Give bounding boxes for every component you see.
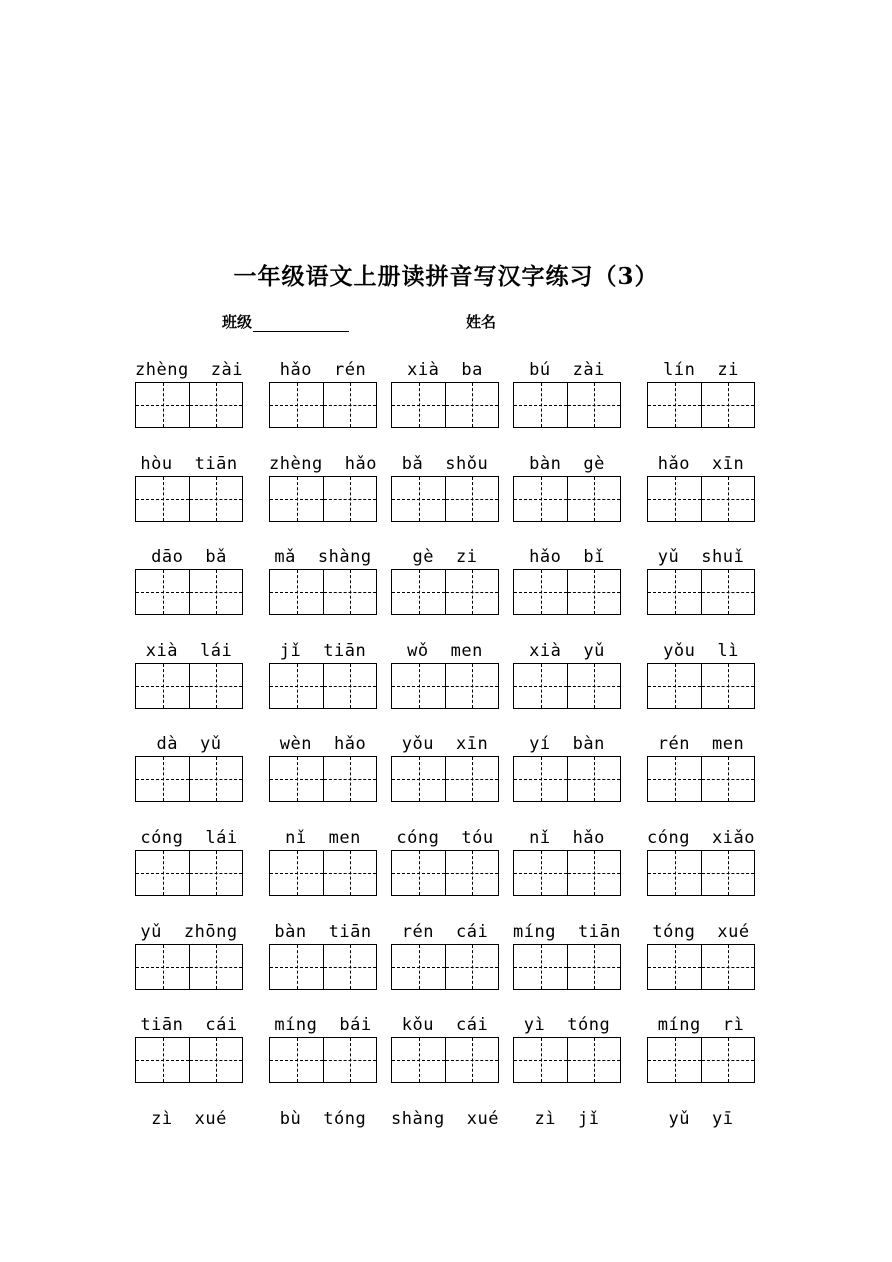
pinyin-syllable: shǒu [445, 453, 489, 474]
pinyin-label [635, 828, 767, 848]
writing-cell[interactable] [514, 1038, 567, 1082]
writing-cell[interactable] [392, 570, 445, 614]
writing-cell[interactable] [136, 945, 189, 989]
pinyin-syllable: xīn [456, 734, 489, 755]
writing-cell[interactable] [567, 570, 620, 614]
writing-cell[interactable] [701, 945, 754, 989]
writing-cell[interactable] [392, 1038, 445, 1082]
writing-cell[interactable] [701, 570, 754, 614]
pinyin-syllable: zài [572, 360, 605, 380]
writing-cell[interactable] [392, 757, 445, 801]
writing-boxes [391, 382, 499, 428]
pinyin-label [379, 547, 511, 567]
writing-boxes [647, 569, 755, 615]
writing-cell[interactable] [701, 757, 754, 801]
writing-cell[interactable] [323, 383, 376, 427]
pinyin-syllable: lì [717, 640, 739, 661]
pinyin-syllable: tóng [567, 1015, 611, 1036]
pinyin-syllable: shàng [317, 547, 372, 568]
pinyin-syllable: rì [722, 1015, 745, 1036]
pinyin-label [257, 360, 389, 380]
writing-cell[interactable] [136, 664, 189, 708]
writing-boxes [647, 1037, 755, 1083]
writing-cell[interactable] [270, 1038, 323, 1082]
pinyin-syllable: yǒu [401, 734, 434, 755]
pinyin-syllable: yí [529, 734, 551, 755]
pinyin-syllable: xīn [712, 453, 745, 474]
pinyin-syllable: men [450, 640, 483, 661]
pinyin-syllable: míng [274, 1015, 318, 1036]
writing-cell[interactable] [392, 664, 445, 708]
writing-boxes [391, 569, 499, 615]
writing-cell[interactable] [136, 1038, 189, 1082]
pinyin-syllable: zi [717, 360, 739, 380]
writing-boxes [391, 944, 499, 990]
pinyin-syllable: xué [717, 921, 750, 942]
pinyin-label [123, 828, 255, 848]
pinyin-syllable: xià [145, 640, 178, 661]
pinyin-syllable: ba [461, 360, 483, 380]
writing-cell[interactable] [270, 851, 323, 895]
writing-cell[interactable] [189, 477, 242, 521]
writing-cell[interactable] [270, 664, 323, 708]
writing-cell[interactable] [136, 477, 189, 521]
writing-cell[interactable] [445, 664, 498, 708]
writing-boxes [269, 663, 377, 709]
pinyin-syllable: tiān [323, 640, 367, 661]
writing-cell[interactable] [189, 945, 242, 989]
pinyin-syllable: bàn [274, 921, 307, 942]
pinyin-syllable: tiān [328, 921, 372, 942]
pinyin-label [379, 922, 511, 942]
writing-cell[interactable] [701, 477, 754, 521]
writing-cell[interactable] [514, 664, 567, 708]
writing-boxes [391, 663, 499, 709]
pinyin-label [635, 360, 767, 380]
pinyin-syllable: tiān [578, 921, 621, 942]
writing-boxes [269, 756, 377, 802]
pinyin-label [123, 454, 255, 474]
pinyin-syllable: men [328, 828, 361, 848]
pinyin-syllable: bǐ [583, 547, 605, 568]
writing-cell[interactable] [323, 664, 376, 708]
pinyin-label [123, 1109, 255, 1129]
pinyin-label [123, 734, 255, 754]
pinyin-syllable: bàn [529, 453, 562, 474]
writing-cell[interactable] [567, 1038, 620, 1082]
writing-cell[interactable] [445, 383, 498, 427]
pinyin-syllable: yǔ [140, 921, 162, 942]
writing-boxes [135, 944, 243, 990]
writing-cell[interactable] [514, 383, 567, 427]
pinyin-syllable: cái [456, 1015, 489, 1036]
writing-cell[interactable] [392, 851, 445, 895]
pinyin-syllable: kǒu [401, 1015, 434, 1036]
pinyin-syllable: rén [334, 360, 367, 380]
writing-cell[interactable] [514, 570, 567, 614]
writing-cell[interactable] [189, 570, 242, 614]
writing-cell[interactable] [270, 945, 323, 989]
writing-cell[interactable] [189, 383, 242, 427]
pinyin-syllable: gè [412, 547, 434, 568]
writing-cell[interactable] [270, 477, 323, 521]
pinyin-syllable: yǔ [657, 547, 680, 568]
writing-cell[interactable] [514, 757, 567, 801]
writing-boxes [391, 756, 499, 802]
pinyin-label [635, 454, 767, 474]
pinyin-label [501, 1109, 633, 1129]
writing-boxes [135, 1037, 243, 1083]
class-field [222, 311, 349, 332]
writing-cell[interactable] [567, 851, 620, 895]
pinyin-label [379, 454, 511, 474]
writing-cell[interactable] [323, 477, 376, 521]
writing-boxes [135, 569, 243, 615]
writing-cell[interactable] [648, 570, 701, 614]
writing-cell[interactable] [323, 570, 376, 614]
writing-cell[interactable] [514, 477, 567, 521]
pinyin-syllable: cóng [647, 828, 690, 848]
pinyin-syllable: zài [210, 360, 243, 380]
pinyin-label [379, 360, 511, 380]
pinyin-label [257, 1109, 389, 1129]
pinyin-label [123, 641, 255, 661]
pinyin-syllable: xué [466, 1108, 499, 1129]
writing-cell[interactable] [514, 851, 567, 895]
pinyin-label [501, 828, 633, 848]
writing-cell[interactable] [701, 664, 754, 708]
writing-boxes [513, 476, 621, 522]
writing-cell[interactable] [648, 1038, 701, 1082]
pinyin-label [501, 734, 633, 754]
pinyin-syllable: nǐ [285, 828, 307, 848]
pinyin-syllable: rén [657, 734, 690, 755]
pinyin-syllable: hǎo [529, 547, 562, 568]
writing-cell[interactable] [648, 945, 701, 989]
pinyin-label [635, 734, 767, 754]
pinyin-syllable: yī [712, 1108, 734, 1129]
writing-cell[interactable] [323, 945, 376, 989]
writing-cell[interactable] [136, 570, 189, 614]
name-label: 姓名 [466, 313, 497, 331]
writing-boxes [135, 850, 243, 896]
writing-boxes [513, 944, 621, 990]
writing-cell[interactable] [270, 757, 323, 801]
pinyin-syllable: cóng [396, 828, 440, 848]
writing-boxes [391, 850, 499, 896]
writing-cell[interactable] [701, 851, 754, 895]
writing-boxes [513, 663, 621, 709]
writing-cell[interactable] [445, 477, 498, 521]
pinyin-syllable: wèn [279, 734, 312, 755]
pinyin-syllable: mǎ [274, 547, 296, 568]
pinyin-syllable: bǎ [205, 547, 227, 568]
pinyin-label [123, 547, 255, 567]
writing-boxes [269, 382, 377, 428]
pinyin-label [257, 1015, 389, 1035]
writing-cell[interactable] [189, 664, 242, 708]
pinyin-syllable: hòu [140, 453, 173, 474]
writing-cell[interactable] [567, 383, 620, 427]
writing-cell[interactable] [136, 383, 189, 427]
pinyin-syllable: zhèng [135, 360, 189, 380]
writing-cell[interactable] [136, 757, 189, 801]
writing-cell[interactable] [136, 851, 189, 895]
pinyin-syllable: zi [456, 547, 478, 568]
writing-cell[interactable] [567, 664, 620, 708]
pinyin-label [379, 641, 511, 661]
pinyin-syllable: zhōng [183, 921, 238, 942]
pinyin-label [257, 734, 389, 754]
writing-boxes [647, 850, 755, 896]
writing-cell[interactable] [445, 851, 498, 895]
writing-cell[interactable] [648, 477, 701, 521]
pinyin-label [635, 641, 767, 661]
pinyin-label [635, 922, 767, 942]
writing-boxes [269, 944, 377, 990]
pinyin-label [501, 641, 633, 661]
writing-boxes [269, 1037, 377, 1083]
pinyin-syllable: bù [279, 1108, 302, 1129]
pinyin-syllable: gè [583, 453, 605, 474]
writing-boxes [135, 663, 243, 709]
pinyin-syllable: míng [513, 921, 556, 942]
pinyin-syllable: zì [534, 1108, 556, 1129]
writing-boxes [647, 756, 755, 802]
pinyin-syllable: yǔ [200, 734, 222, 755]
class-input-line[interactable] [253, 314, 349, 332]
pinyin-syllable: hǎo [657, 453, 690, 474]
writing-cell[interactable] [701, 383, 754, 427]
writing-boxes [269, 850, 377, 896]
writing-cell[interactable] [445, 1038, 498, 1082]
pinyin-syllable: zì [151, 1108, 173, 1129]
writing-cell[interactable] [189, 757, 242, 801]
pinyin-syllable: bú [529, 360, 551, 380]
pinyin-syllable: tóng [323, 1108, 367, 1129]
writing-cell[interactable] [648, 851, 701, 895]
writing-cell[interactable] [189, 851, 242, 895]
writing-boxes [647, 476, 755, 522]
pinyin-syllable: cái [205, 1015, 238, 1036]
writing-boxes [135, 382, 243, 428]
writing-boxes [647, 663, 755, 709]
pinyin-syllable: shàng [391, 1108, 445, 1129]
writing-boxes [513, 1037, 621, 1083]
writing-cell[interactable] [514, 945, 567, 989]
pinyin-syllable: lái [205, 828, 238, 848]
pinyin-syllable: men [712, 734, 745, 755]
pinyin-syllable: tóu [461, 828, 494, 848]
pinyin-syllable: jǐ [578, 1108, 600, 1129]
writing-cell[interactable] [567, 945, 620, 989]
pinyin-label [379, 1015, 511, 1035]
pinyin-label [501, 454, 633, 474]
writing-cell[interactable] [392, 477, 445, 521]
writing-cell[interactable] [323, 757, 376, 801]
pinyin-syllable: dà [156, 734, 178, 755]
class-label: 班级 [222, 313, 253, 331]
writing-cell[interactable] [392, 945, 445, 989]
pinyin-syllable: yǒu [663, 640, 696, 661]
writing-boxes [513, 569, 621, 615]
pinyin-syllable: xué [194, 1108, 227, 1129]
pinyin-syllable: wǒ [407, 640, 429, 661]
pinyin-syllable: hǎo [334, 734, 367, 755]
pinyin-syllable: bái [339, 1015, 372, 1036]
pinyin-label [635, 1109, 767, 1129]
pinyin-label [257, 641, 389, 661]
pinyin-syllable: cái [456, 921, 489, 942]
writing-cell[interactable] [648, 383, 701, 427]
pinyin-syllable: tiān [140, 1015, 184, 1036]
pinyin-label [379, 1109, 511, 1129]
writing-cell[interactable] [445, 757, 498, 801]
pinyin-label [379, 828, 511, 848]
pinyin-syllable: zhèng [269, 453, 323, 474]
pinyin-label [379, 734, 511, 754]
writing-boxes [513, 756, 621, 802]
writing-cell[interactable] [392, 383, 445, 427]
writing-boxes [269, 476, 377, 522]
writing-cell[interactable] [323, 1038, 376, 1082]
writing-cell[interactable] [567, 477, 620, 521]
pinyin-label [635, 547, 767, 567]
name-field [466, 311, 496, 332]
pinyin-syllable: lín [663, 360, 696, 380]
pinyin-syllable: yǔ [668, 1108, 690, 1129]
pinyin-label [123, 360, 255, 380]
pinyin-syllable: dāo [151, 547, 184, 568]
pinyin-syllable: yǔ [583, 640, 605, 661]
pinyin-label [501, 547, 633, 567]
page-title: 一年级语文上册读拼音写汉字练习（3） [233, 263, 659, 290]
pinyin-syllable: hǎo [279, 360, 312, 380]
pinyin-syllable: bǎ [401, 453, 424, 474]
writing-cell[interactable] [270, 570, 323, 614]
writing-boxes [647, 944, 755, 990]
writing-boxes [269, 569, 377, 615]
pinyin-syllable: bàn [572, 734, 605, 755]
pinyin-label [635, 1015, 767, 1035]
pinyin-syllable: tóng [652, 921, 696, 942]
pinyin-label [257, 828, 389, 848]
pinyin-syllable: yì [523, 1015, 546, 1036]
writing-cell[interactable] [323, 851, 376, 895]
pinyin-syllable: xiǎo [712, 828, 755, 848]
pinyin-label [123, 1015, 255, 1035]
pinyin-syllable: cóng [140, 828, 184, 848]
pinyin-label [123, 922, 255, 942]
writing-boxes [135, 756, 243, 802]
writing-boxes [647, 382, 755, 428]
writing-boxes [513, 850, 621, 896]
pinyin-syllable: nǐ [529, 828, 551, 848]
pinyin-syllable: míng [657, 1015, 701, 1036]
pinyin-label [257, 922, 389, 942]
pinyin-syllable: xià [407, 360, 440, 380]
pinyin-syllable: hǎo [572, 828, 605, 848]
pinyin-syllable: xià [529, 640, 562, 661]
writing-boxes [391, 476, 499, 522]
pinyin-syllable: rén [401, 921, 434, 942]
writing-cell[interactable] [189, 1038, 242, 1082]
pinyin-label [501, 922, 633, 942]
writing-cell[interactable] [270, 383, 323, 427]
writing-boxes [135, 476, 243, 522]
pinyin-label [257, 547, 389, 567]
writing-cell[interactable] [445, 570, 498, 614]
pinyin-syllable: tiān [194, 453, 238, 474]
pinyin-label [501, 360, 633, 380]
pinyin-label [501, 1015, 633, 1035]
writing-boxes [513, 382, 621, 428]
pinyin-syllable: shuǐ [701, 547, 745, 568]
pinyin-syllable: lái [200, 640, 233, 661]
pinyin-syllable: hǎo [344, 453, 377, 474]
pinyin-syllable: jǐ [279, 640, 302, 661]
writing-cell[interactable] [648, 664, 701, 708]
writing-cell[interactable] [445, 945, 498, 989]
writing-boxes [391, 1037, 499, 1083]
writing-cell[interactable] [701, 1038, 754, 1082]
writing-cell[interactable] [648, 757, 701, 801]
writing-cell[interactable] [567, 757, 620, 801]
pinyin-label [257, 454, 389, 474]
